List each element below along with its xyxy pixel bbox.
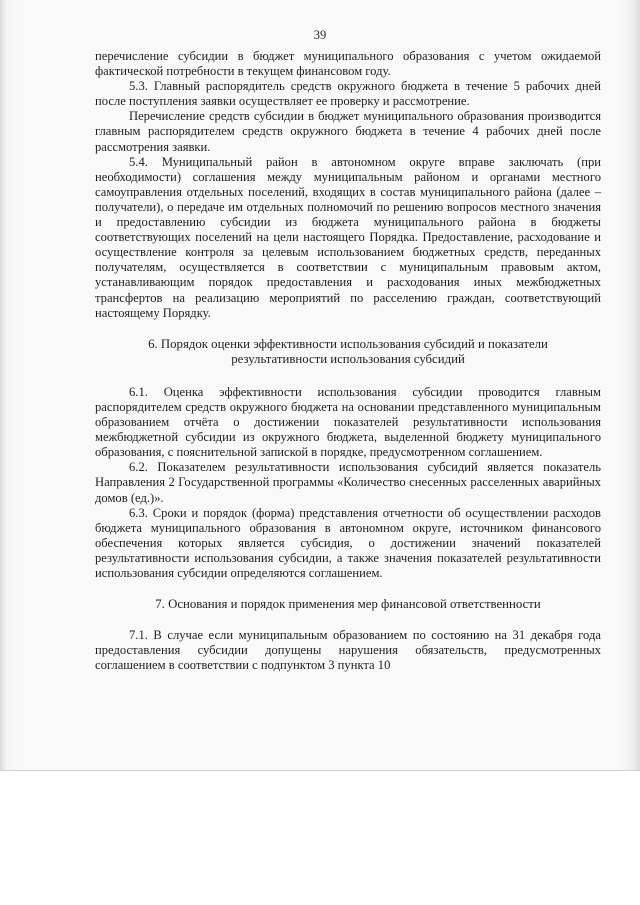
section-7-heading: 7. Основания и порядок применения мер финансовой ответственности	[155, 597, 541, 612]
paragraph-6-2: 6.2. Показателем результативности использования субсидий является показатель Направления 2 Государственной программы «Количество снесенных расселенных аварийных домов (ед.)».	[95, 460, 601, 505]
paragraph-6-3: 6.3. Сроки и порядок (форма) представления отчетности об осуществлении расходов бюджета муниципального образования в автономном округе, источником финансового обеспечения которых является субсидия, о достижении значений показателей результативности использования субсидии, а также значения показателей результативности использования субсидии определяются соглашением.	[95, 505, 601, 580]
paragraph-5-3: 5.3. Главный распорядитель средств окружного бюджета в течение 5 рабочих дней после поступления заявки осуществляет ее проверку и рассмотрение.	[95, 79, 601, 109]
section-6-heading-line-2: результативности использования субсидий	[231, 351, 465, 366]
document-body	[95, 49, 601, 673]
paragraph-6-1: 6.1. Оценка эффективности использования субсидии проводится главным распорядителем средств окружного бюджета на основании представленного муниципальным образованием отчёта о достижении показателей результативности использования межбюджетной субсидии из окружного бюджета, выделенной бюджету муниципального образования, с пояснительной запиской в порядке, предусмотренном соглашением.	[95, 384, 601, 460]
paragraph-continuation: перечисление субсидии в бюджет муниципального образования с учетом ожидаемой фактической потребности в текущем финансовом году.	[95, 49, 601, 79]
page-number: 39	[313, 28, 327, 42]
section-6-heading-line-1: 6. Порядок оценки эффективности использования субсидий и показатели	[148, 336, 548, 351]
paragraph-5-4: 5.4. Муниципальный район в автономном округе вправе заключать (при необходимости) соглашения между муниципальным районом и органами местного самоуправления отдельных поселений, входящих в состав муниципального района (далее – получатели), о передаче им отдельных полномочий по решению вопросов местного значения и предоставлению субсидии из бюджета муниципального района в бюджеты соответствующих поселений на цели настоящего Порядка. Предоставление, расходование и осуществление контроля за целевым использованием бюджетных средств, переданных получателям, осуществляется в соответствии с муниципальным правовым актом, устанавливающим порядок предоставления и расходования иных межбюджетных трансфертов на реализацию мероприятий по расселению граждан, соответствующий настоящему Порядку.	[95, 154, 601, 320]
paragraph-transfer: Перечисление средств субсидии в бюджет муниципального образования производится главным распорядителем средств окружного бюджета в течение 4 рабочих дней после рассмотрения заявки.	[95, 109, 601, 154]
paragraph-7-1: 7.1. В случае если муниципальным образованием по состоянию на 31 декабря года предоставления субсидии допущены нарушения обязательств, предусмотренных соглашением в соответствии с подпунктом 3 пункта 10	[95, 628, 601, 673]
